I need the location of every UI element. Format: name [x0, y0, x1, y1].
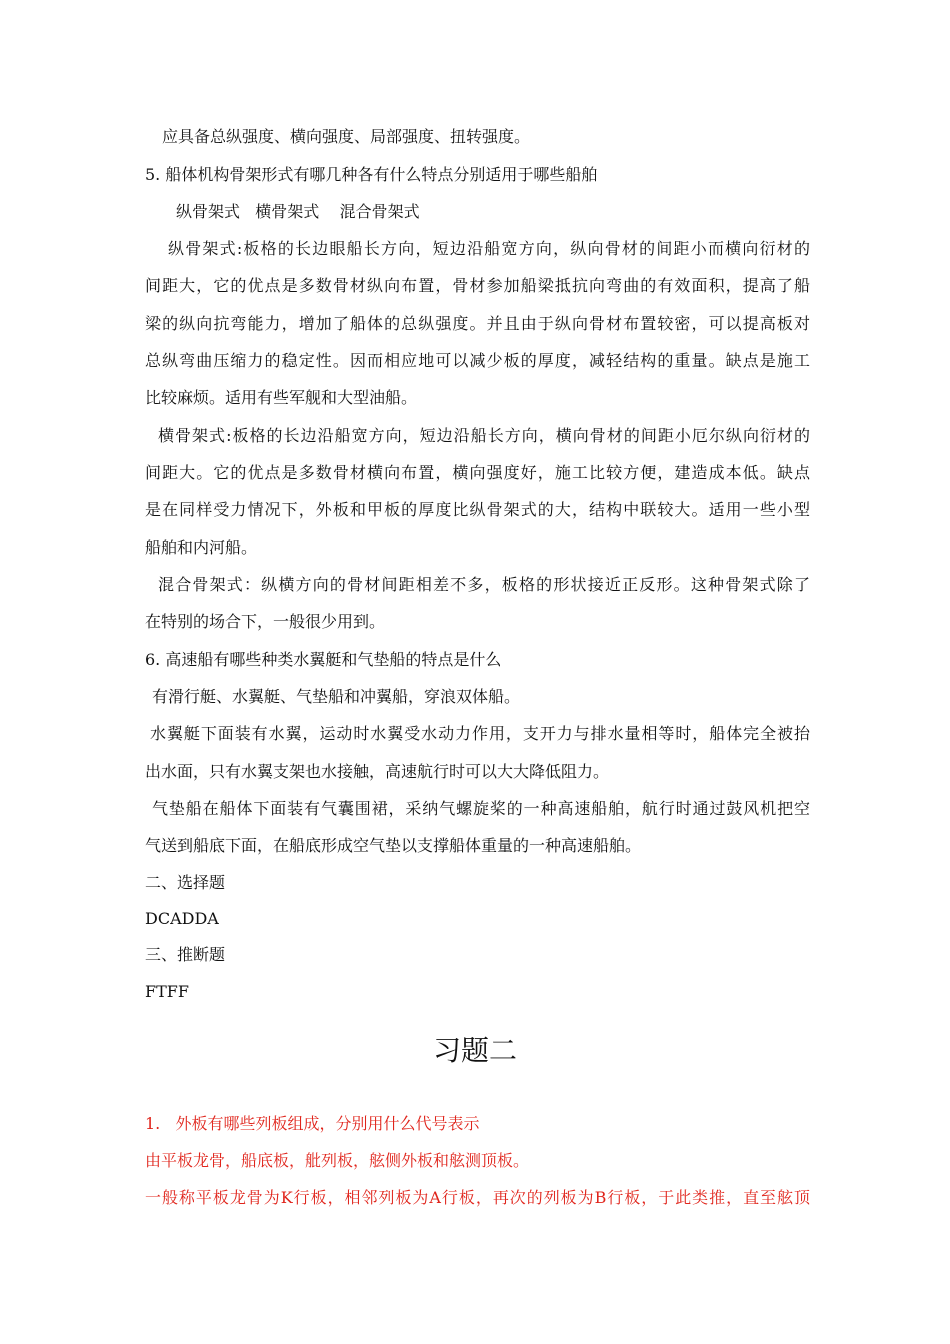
text-line: 有滑行艇、水翼艇、气垫船和冲翼船，穿浪双体船。 [152, 687, 521, 706]
text-line: 气送到船底下面，在船底形成空气垫以支撑船体重量的一种高速船舶。 [145, 836, 642, 855]
text-line: 纵骨架式:板格的长边眼船长方向，短边沿船宽方向，纵向骨材的间距小而横向衍材的 [168, 239, 810, 258]
question-5-heading: 5. 船体机构骨架形式有哪几种各有什么特点分别适用于哪些船舶 [145, 165, 598, 184]
red-question-heading: 1. 外板有哪些列板组成，分别用什么代号表示 [145, 1114, 480, 1133]
text-line: 水翼艇下面装有水翼，运动时水翼受水动力作用，支开力与排水量相等时，船体完全被抬 [150, 724, 810, 743]
text-line: 在特别的场合下，一般很少用到。 [145, 612, 386, 631]
text-line: 出水面，只有水翼支架也水接触，高速航行时可以大大降低阻力。 [145, 762, 610, 781]
text-line: 梁的纵向抗弯能力，增加了船体的总纵强度。并且由于纵向骨材布置较密，可以提高板对 [145, 314, 810, 333]
text-line: 间距大。它的优点是多数骨材横向布置，横向强度好，施工比较方便，建造成本低。缺点 [145, 463, 810, 482]
text-line: 横骨架式:板格的长边沿船宽方向，短边沿船长方向，横向骨材的间距小厄尔纵向衍材的 [158, 426, 810, 445]
text-line: 纵骨架式 横骨架式 混合骨架式 [176, 202, 420, 221]
text-line: 气垫船在船体下面装有气囊围裙，采纳气螺旋桨的一种高速船舶，航行时通过鼓风机把空 [152, 799, 810, 818]
text-line: 船舶和内河船。 [145, 538, 258, 557]
section-heading-judgement: 三、推断题 [145, 945, 226, 964]
red-text-line: 一般称平板龙骨为K行板，相邻列板为A行板，再次的列板为B行板，于此类推，直至舷顶 [145, 1188, 810, 1207]
choice-answers: DCADDA [145, 909, 219, 928]
text-line: 比较麻烦。适用有些军舰和大型油船。 [145, 388, 418, 407]
text-line: 是在同样受力情况下，外板和甲板的厚度比纵骨架式的大，结构中联较大。适用一些小型 [145, 500, 810, 519]
question-6-heading: 6. 高速船有哪些种类水翼艇和气垫船的特点是什么 [145, 650, 502, 669]
section-heading-choice: 二、选择题 [145, 873, 226, 892]
text-line: 应具备总纵强度、横向强度、局部强度、扭转强度。 [162, 127, 531, 146]
text-line: 总纵弯曲压缩力的稳定性。因而相应地可以减少板的厚度，减轻结构的重量。缺点是施工 [145, 351, 810, 370]
red-text-line: 由平板龙骨，船底板，舭列板，舷侧外板和舷测顶板。 [145, 1151, 530, 1170]
section-title: 习题二 [432, 1034, 517, 1067]
text-line: 混合骨架式：纵横方向的骨材间距相差不多，板格的形状接近正反形。这种骨架式除了 [158, 575, 810, 594]
judgement-answers: FTFF [145, 982, 189, 1001]
text-line: 间距大，它的优点是多数骨材纵向布置，骨材参加船梁抵抗向弯曲的有效面积，提高了船 [145, 276, 810, 295]
